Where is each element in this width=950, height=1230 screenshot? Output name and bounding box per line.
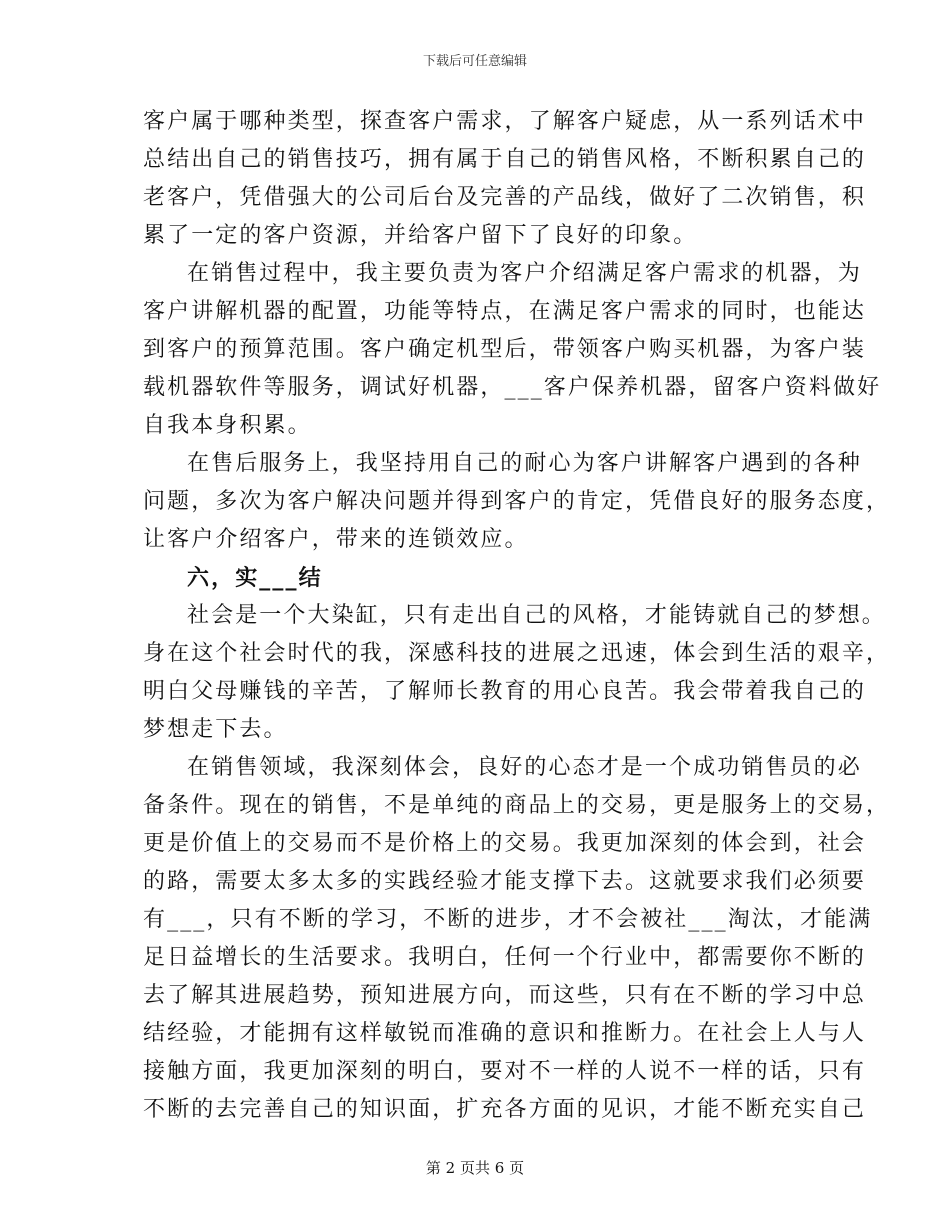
- text-line: 问题，多次为客户解决问题并得到客户的肯定，凭借良好的服务态度，: [143, 489, 891, 514]
- text-line: 明白父母赚钱的辛苦，了解师长教育的用心良苦。我会带着我自己的: [143, 679, 867, 704]
- text-line: 更是价值上的交易而不是价格上的交易。我更加深刻的体会到，社会: [143, 831, 867, 856]
- page-header: 下载后可任意编辑: [422, 54, 527, 69]
- text-line: 老客户，凭借强大的公司后台及完善的产品线，做好了二次销售，积: [143, 185, 867, 210]
- document-body: [143, 103, 891, 1129]
- text-line: 自我本身积累。: [143, 413, 312, 438]
- text-line: 累了一定的客户资源，并给客户留下了良好的印象。: [143, 223, 698, 248]
- text-line: 客户属于哪种类型，探查客户需求，了解客户疑虑，从一系列话术中: [143, 109, 867, 134]
- text-line: 让客户介绍客户，带来的连锁效应。: [143, 527, 529, 552]
- text-line: 梦想走下去。: [143, 717, 288, 742]
- text-line: 接触方面，我更加深刻的明白，要对不一样的人说不一样的话，只有: [143, 1059, 867, 1084]
- text-line: 客户讲解机器的配置，功能等特点，在满足客户需求的同时，也能达: [143, 299, 867, 324]
- text-line: 社会是一个大染缸，只有走出自己的风格，才能铸就自己的梦想。: [187, 603, 886, 628]
- text-line: 的路，需要太多太多的实践经验才能支撑下去。这就要求我们必须要: [143, 869, 867, 894]
- text-line: 结经验，才能拥有这样敏锐而准确的意识和推断力。在社会上人与人: [143, 1021, 867, 1046]
- text-line: 到客户的预算范围。客户确定机型后，带领客户购买机器，为客户装: [143, 337, 867, 362]
- text-line: 有___，只有不断的学习，不断的进步，才不会被社___淘汰，才能满: [143, 907, 873, 932]
- text-line: 在售后服务上，我坚持用自己的耐心为客户讲解客户遇到的各种: [187, 451, 862, 476]
- text-line: 在销售领域，我深刻体会，良好的心态才是一个成功销售员的必: [187, 755, 862, 780]
- text-line: 足日益增长的生活要求。我明白，任何一个行业中，都需要你不断的: [143, 945, 867, 970]
- text-line: 总结出自己的销售技巧，拥有属于自己的销售风格，不断积累自己的: [143, 147, 867, 172]
- text-line: 载机器软件等服务，调试好机器，___客户保养机器，留客户资料做好: [143, 375, 882, 400]
- page-footer: 第 2 页共 6 页: [425, 1159, 525, 1177]
- text-line: 备条件。现在的销售，不是单纯的商品上的交易，更是服务上的交易，: [143, 793, 891, 818]
- section-heading: 六，实___结: [187, 565, 323, 591]
- text-line: 身在这个社会时代的我，深感科技的进展之迅速，体会到生活的艰辛，: [143, 641, 891, 666]
- text-line: 不断的去完善自己的知识面，扩充各方面的见识，才能不断充实自己: [143, 1097, 867, 1122]
- text-line: 去了解其进展趋势，预知进展方向，而这些，只有在不断的学习中总: [143, 983, 867, 1008]
- text-line: 在销售过程中，我主要负责为客户介绍满足客户需求的机器，为: [187, 261, 862, 286]
